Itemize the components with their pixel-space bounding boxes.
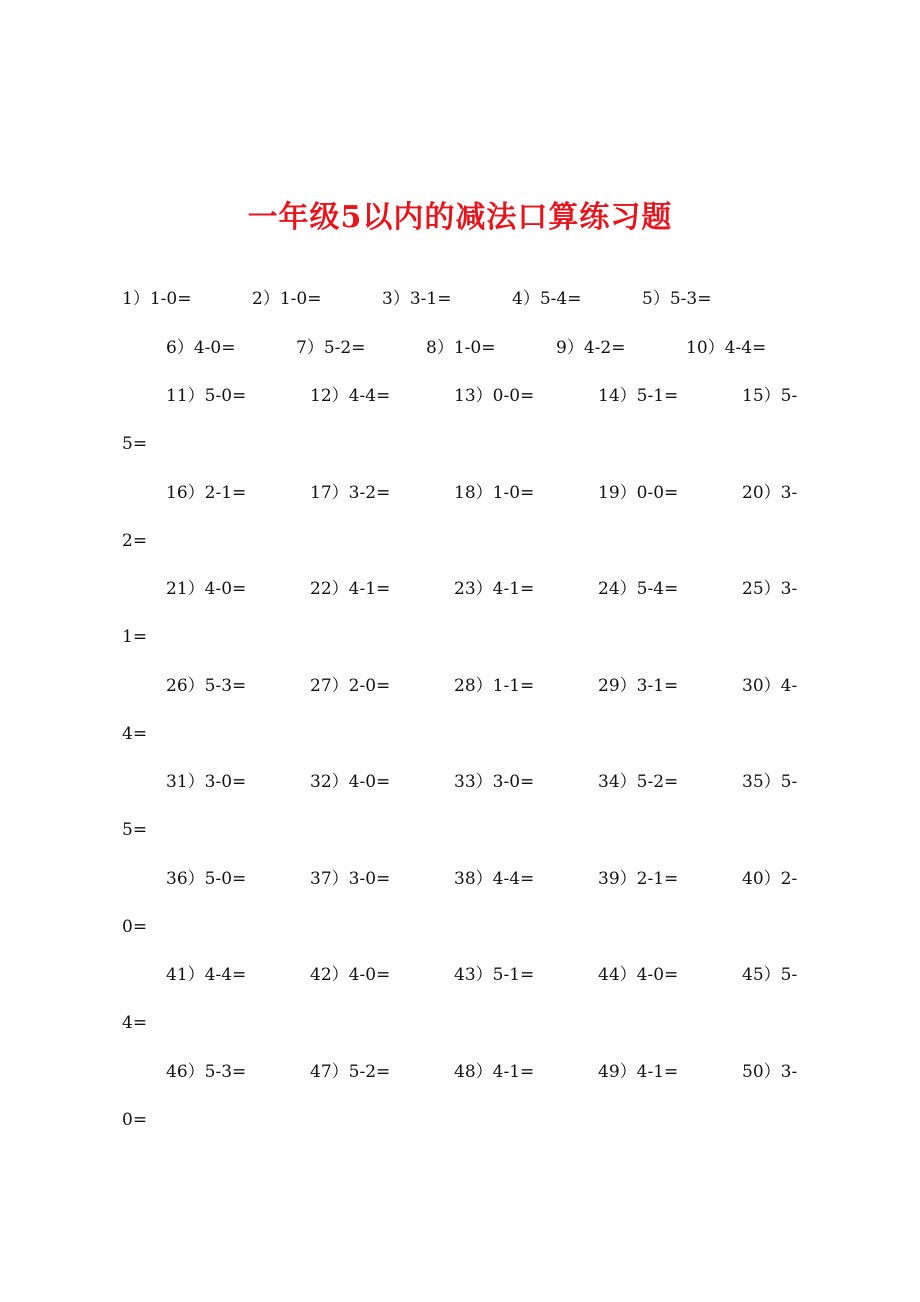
problem-50: 50）3-	[742, 1062, 798, 1082]
problem-13: 13）0-0=	[454, 386, 535, 406]
problem-12: 12）4-4=	[310, 386, 391, 406]
problem-27: 27）2-0=	[310, 676, 391, 696]
problem-36: 36）5-0=	[166, 869, 247, 889]
problem-49: 49）4-1=	[598, 1062, 679, 1082]
problem-48: 48）4-1=	[454, 1062, 535, 1082]
problem-39: 39）2-1=	[598, 869, 679, 889]
problem-31: 31）3-0=	[166, 772, 247, 792]
problem-47: 47）5-2=	[310, 1062, 391, 1082]
problem-26: 26）5-3=	[166, 676, 247, 696]
problem-20-wrap: 2=	[122, 531, 148, 551]
problem-2: 2）1-0=	[252, 289, 322, 309]
problem-4: 4）5-4=	[512, 289, 582, 309]
problem-25: 25）3-	[742, 579, 798, 599]
problem-18: 18）1-0=	[454, 483, 535, 503]
problem-10: 10）4-4=	[686, 338, 767, 358]
problem-17: 17）3-2=	[310, 483, 391, 503]
problem-7: 7）5-2=	[296, 338, 366, 358]
problem-9: 9）4-2=	[556, 338, 626, 358]
problem-21: 21）4-0=	[166, 579, 247, 599]
problem-37: 37）3-0=	[310, 869, 391, 889]
problem-50-wrap: 0=	[122, 1110, 148, 1130]
problem-28: 28）1-1=	[454, 676, 535, 696]
problem-40-wrap: 0=	[122, 917, 148, 937]
problem-15: 15）5-	[742, 386, 798, 406]
problem-8: 8）1-0=	[426, 338, 496, 358]
problem-19: 19）0-0=	[598, 483, 679, 503]
problem-34: 34）5-2=	[598, 772, 679, 792]
problem-46: 46）5-3=	[166, 1062, 247, 1082]
problem-14: 14）5-1=	[598, 386, 679, 406]
problem-35-wrap: 5=	[122, 820, 148, 840]
problem-20: 20）3-	[742, 483, 798, 503]
problem-45-wrap: 4=	[122, 1013, 148, 1033]
problem-1: 1）1-0=	[122, 289, 192, 309]
problem-25-wrap: 1=	[122, 627, 148, 647]
page-title: 一年级5以内的减法口算练习题	[247, 200, 673, 235]
problem-6: 6）4-0=	[166, 338, 236, 358]
problem-42: 42）4-0=	[310, 965, 391, 985]
problem-32: 32）4-0=	[310, 772, 391, 792]
problem-16: 16）2-1=	[166, 483, 247, 503]
problem-30-wrap: 4=	[122, 724, 148, 744]
problem-11: 11）5-0=	[166, 386, 247, 406]
problem-23: 23）4-1=	[454, 579, 535, 599]
problem-41: 41）4-4=	[166, 965, 247, 985]
problem-15-wrap: 5=	[122, 434, 148, 454]
problem-43: 43）5-1=	[454, 965, 535, 985]
problem-45: 45）5-	[742, 965, 798, 985]
problem-40: 40）2-	[742, 869, 798, 889]
problem-30: 30）4-	[742, 676, 798, 696]
problem-38: 38）4-4=	[454, 869, 535, 889]
problem-44: 44）4-0=	[598, 965, 679, 985]
problem-22: 22）4-1=	[310, 579, 391, 599]
problem-24: 24）5-4=	[598, 579, 679, 599]
problem-35: 35）5-	[742, 772, 798, 792]
problem-5: 5）5-3=	[642, 289, 712, 309]
problem-29: 29）3-1=	[598, 676, 679, 696]
problem-33: 33）3-0=	[454, 772, 535, 792]
problem-3: 3）3-1=	[382, 289, 452, 309]
